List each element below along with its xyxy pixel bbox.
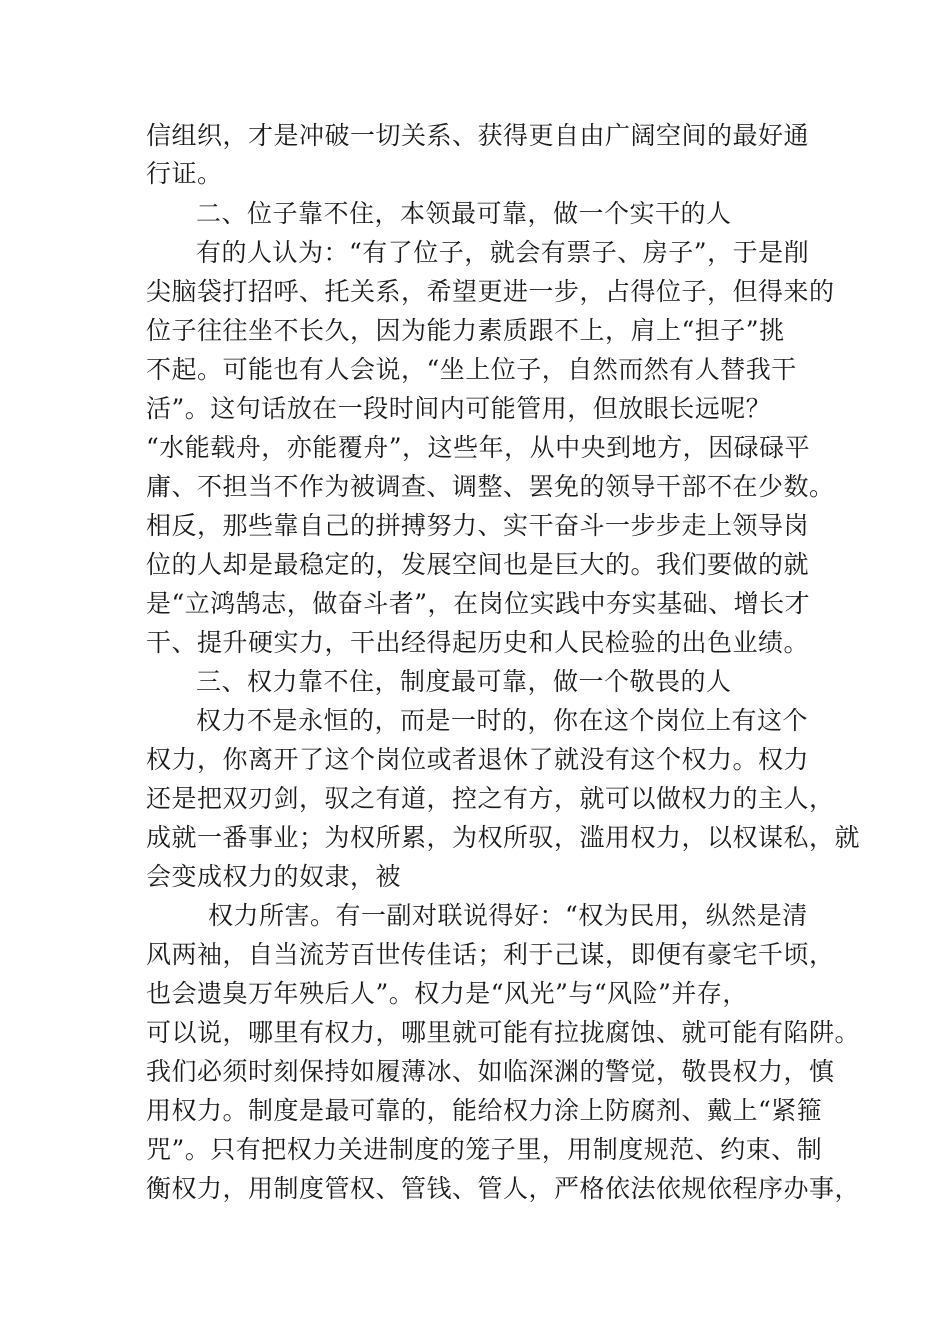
text-line: 咒”。只有把权力关进制度的笼子里，用制度规范、约束、制 [146, 1135, 823, 1164]
text-line: 衡权力，用制度管权、管钱、管人，严格依法依规依程序办事， [146, 1174, 861, 1203]
section-heading-2: 二、位子靠不住，本领最可靠，做一个实干的人 [196, 199, 732, 228]
text-line: “水能载舟，亦能覆舟”，这些年，从中央到地方，因碌碌平 [146, 433, 811, 462]
section-heading-3: 三、权力靠不住，制度最可靠，做一个敬畏的人 [196, 667, 732, 696]
text-line: 我们必须时刻保持如履薄冰、如临深渊的警觉，敬畏权力，慎 [146, 1057, 835, 1086]
text-line: 行证。 [146, 159, 223, 188]
text-line: 成就一番事业；为权所累，为权所驭，滥用权力，以权谋私，就 [146, 823, 861, 852]
text-line: 也会遗臭万年殃后人”。权力是“风光”与“风险”并存， [146, 979, 748, 1008]
text-line: 尖脑袋打招呼、托关系，希望更进一步，占得位子，但得来的 [146, 277, 835, 306]
text-line: 活”。这句话放在一段时间内可能管用，但放眼长远呢？ [146, 394, 772, 423]
text-line: 有的人认为：“有了位子，就会有票子、房子”，于是削 [196, 238, 810, 267]
text-line: 还是把双刃剑，驭之有道，控之有方，就可以做权力的主人， [146, 784, 835, 813]
text-line: 干、提升硬实力，干出经得起历史和人民检验的出色业绩。 [146, 628, 810, 657]
text-line: 用权力。制度是最可靠的，能给权力涂上防腐剂、戴上“紧箍 [146, 1096, 823, 1125]
text-line: 相反，那些靠自己的拼搏努力、实干奋斗一步步走上领导岗 [146, 511, 810, 540]
text-line: 权力所害。有一副对联说得好：“权为民用，纵然是清 [208, 901, 808, 930]
text-line: 风两袖，自当流芳百世传佳话；利于己谋，即便有豪宅千顷， [146, 940, 835, 969]
text-line: 是“立鸿鹄志，做奋斗者”，在岗位实践中夯实基础、增长才 [146, 589, 811, 618]
text-line: 权力，你离开了这个岗位或者退休了就没有这个权力。权力 [146, 745, 810, 774]
text-line: 位子往往坐不长久，因为能力素质跟不上，肩上“担子”挑 [146, 316, 785, 345]
text-line: 可以说，哪里有权力，哪里就可能有拉拢腐蚀、就可能有陷阱。 [146, 1018, 861, 1047]
text-line: 位的人却是最稳定的，发展空间也是巨大的。我们要做的就 [146, 550, 810, 579]
text-line: 庸、不担当不作为被调查、调整、罢免的领导干部不在少数。 [146, 472, 835, 501]
text-line: 信组织，才是冲破一切关系、获得更自由广阔空间的最好通 [146, 121, 810, 150]
text-line: 权力不是永恒的，而是一时的，你在这个岗位上有这个 [196, 706, 809, 735]
text-line: 会变成权力的奴隶，被 [146, 862, 402, 891]
text-line: 不起。可能也有人会说，“坐上位子，自然而然有人替我干 [146, 355, 797, 384]
